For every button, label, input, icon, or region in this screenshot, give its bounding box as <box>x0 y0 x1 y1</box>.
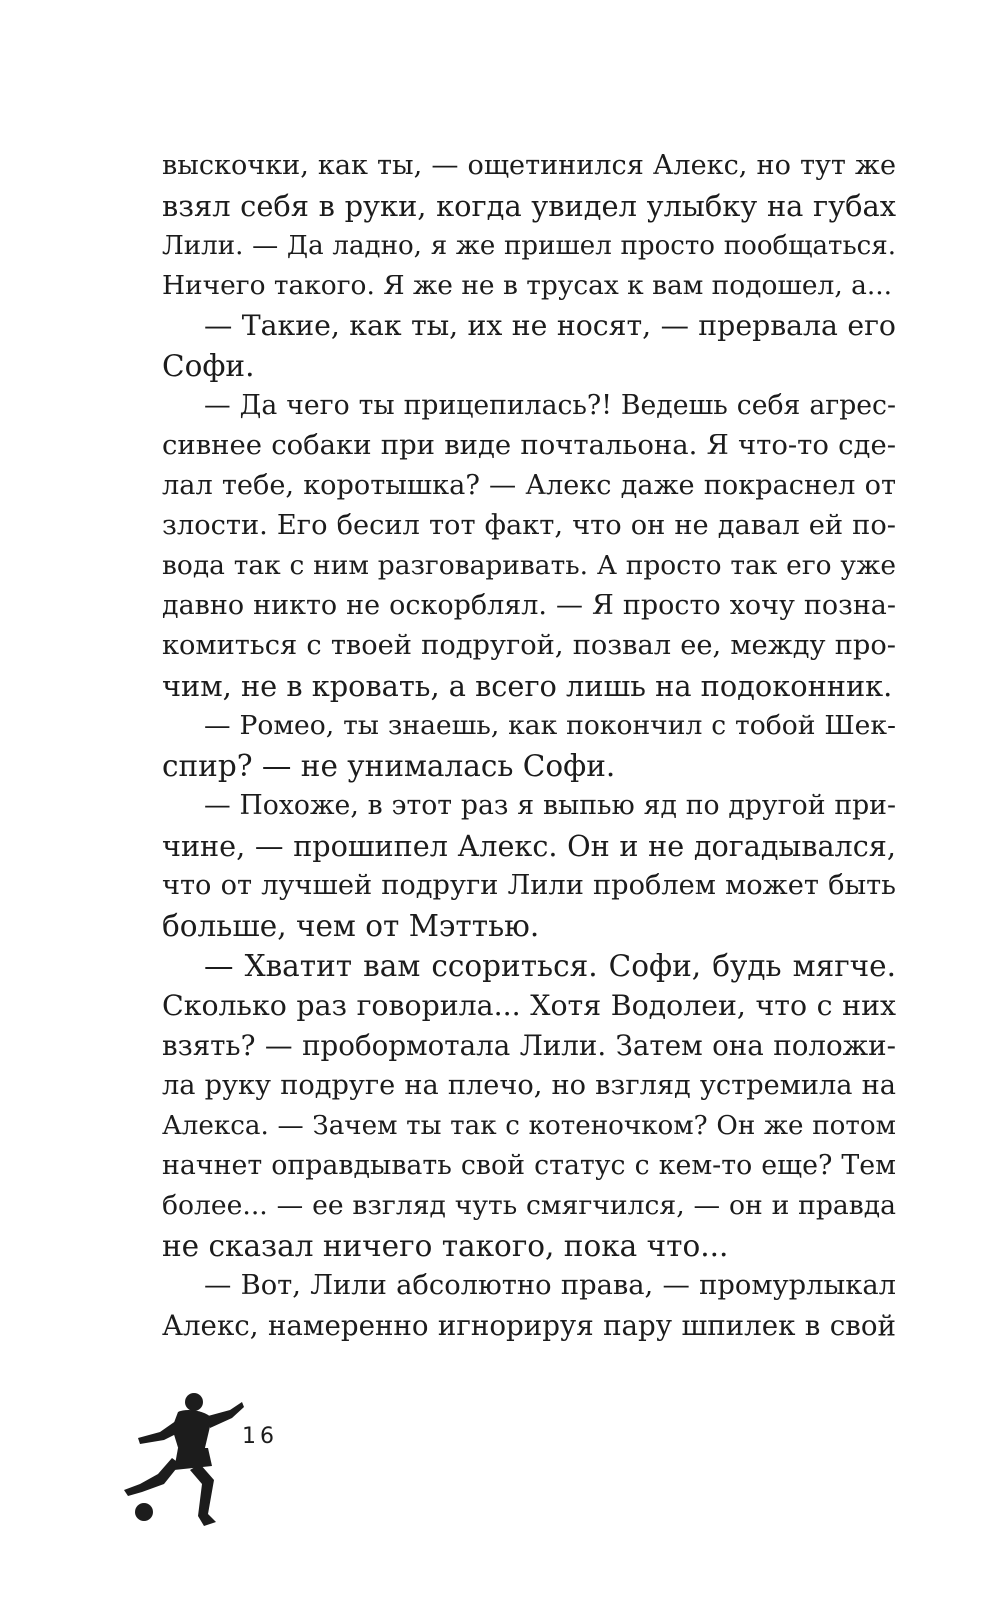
text-line: — Похоже, в этот раз я выпью яд по другой при- <box>204 790 896 821</box>
text-line: Софи. <box>162 349 255 383</box>
text-line: Алекс, намеренно игнорируя пару шпилек в свой <box>162 1309 896 1342</box>
text-line: — Такие, как ты, их не носят, — прервала его <box>204 309 896 342</box>
soccer-player-kicking-icon <box>120 1388 252 1530</box>
text-line: злости. Его бесил тот факт, что он не давал ей по- <box>162 510 896 541</box>
text-line: давно никто не оскорблял. — Я просто хочу позна- <box>162 590 896 621</box>
text-line: спир? — не унималась Софи. <box>162 749 616 783</box>
text-line: что от лучшей подруги Лили проблем может быть <box>162 870 896 901</box>
page-number: 16 <box>242 1424 278 1449</box>
text-line: более... — ее взгляд чуть смягчился, — он и правда <box>162 1190 896 1221</box>
text-line: Сколько раз говорила... Хотя Водолеи, что с них <box>162 989 896 1022</box>
text-line: сивнее собаки при виде почтальона. Я что-то сде- <box>162 430 896 461</box>
text-line: начнет оправдывать свой статус с кем-то еще? Тем <box>162 1150 896 1181</box>
text-line: выскочки, как ты, — ощетинился Алекс, но тут же <box>162 150 896 181</box>
text-line: — Ромео, ты знаешь, как покончил с тобой Шек- <box>204 710 896 741</box>
text-line: чим, не в кровать, а всего лишь на подоконник. <box>162 669 893 703</box>
text-line: ла руку подруге на плечо, но взгляд устремила на <box>162 1070 896 1101</box>
text-line: больше, чем от Мэттью. <box>162 909 540 943</box>
text-line: — Вот, Лили абсолютно права, — промурлыкал <box>204 1270 896 1301</box>
text-line: — Да чего ты прицепилась?! Ведешь себя агрес- <box>204 390 896 421</box>
text-line: Лили. — Да ладно, я же пришел просто пообщаться. <box>162 231 896 261</box>
text-line: не сказал ничего такого, пока что... <box>162 1229 729 1263</box>
text-line: взял себя в руки, когда увидел улыбку на губах <box>162 189 896 223</box>
text-line: — Хватит вам ссориться. Софи, будь мягче. <box>204 949 896 983</box>
text-line: взять? — пробормотала Лили. Затем она положи- <box>162 1029 896 1062</box>
text-line: Ничего такого. Я же не в трусах к вам подошел, а... <box>162 270 893 301</box>
text-line: чине, — прошипел Алекс. Он и не догадывался, <box>162 829 896 863</box>
text-line: лал тебе, коротышка? — Алекс даже покраснел от <box>162 470 896 501</box>
text-line: комиться с твоей подругой, позвал ее, между про- <box>162 630 896 661</box>
text-line: Алекса. — Зачем ты так с котеночком? Он же потом <box>162 1111 896 1141</box>
body-text <box>162 146 896 1346</box>
text-line: вода так с ним разговаривать. А просто так его уже <box>162 550 896 581</box>
